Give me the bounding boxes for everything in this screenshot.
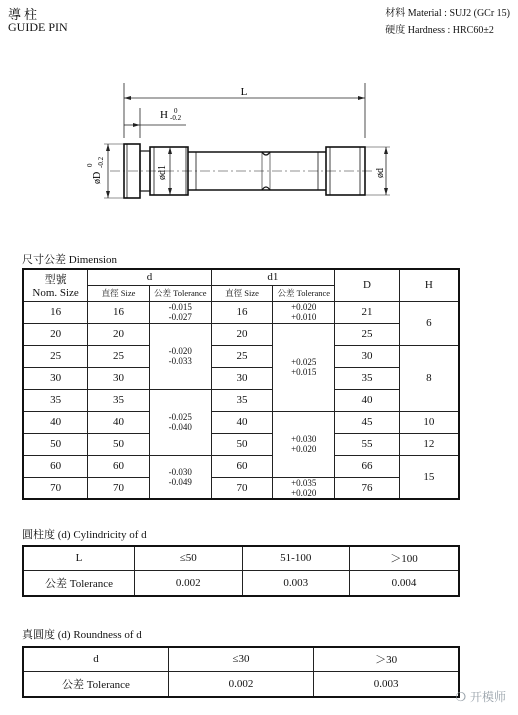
nom-cell: 25 [23,345,88,367]
d-diameter-label: ød [375,168,386,178]
d-tol-cell: -0.015 -0.027 [149,301,211,323]
H-cell: 10 [399,411,459,433]
d1-tol-cell: +0.020 +0.010 [273,301,335,323]
nom-cell: 30 [23,367,88,389]
nom-cell: 40 [23,411,88,433]
head-diameter-tol-upper: 0 [86,163,94,167]
nom-cell: 50 [23,433,88,455]
material-info: 材料 Material : SUJ2 (GCr 15) 硬度 Hardness : HRC60±2 [385,8,510,36]
D-cell: 35 [335,367,400,389]
cylindricity-row-label: 公差 Tolerance [23,570,135,596]
d-size-cell: 20 [88,323,150,345]
nom-cell: 20 [23,323,88,345]
D-cell: 76 [335,477,400,499]
head-height-tol-lower: -0.2 [170,114,182,122]
table-row [23,301,459,323]
title-english: GUIDE PIN [8,20,68,34]
dimension-table [22,268,460,500]
d-size-cell: 60 [88,455,150,477]
roundness-table [22,646,460,698]
cylindricity-header: ＞100 [350,546,460,570]
hardness-label: 硬度 Hardness [385,25,445,36]
d-size-cell: 70 [88,477,150,499]
material-value: SUJ2 (GCr 15) [449,8,510,19]
nom-cell: 60 [23,455,88,477]
d1-diameter-label: ød1 [157,165,168,180]
roundness-header-label: d [23,647,168,671]
title-chinese: 導柱 [8,7,41,22]
head-diameter-tol-lower: -0.2 [97,156,105,168]
guide-pin-drawing [0,80,518,245]
d-size-cell: 16 [88,301,150,323]
cylindricity-title: 圓柱度 (d) Cylindricity of d [22,529,147,541]
watermark-text: 开模师 [469,690,506,704]
nom-cell: 35 [23,389,88,411]
d1-size-cell: 70 [211,477,273,499]
roundness-header: ≤30 [168,647,313,671]
d-tol-cell: -0.030 -0.049 [149,455,211,499]
d-size-cell: 35 [88,389,150,411]
d1-tol-cell: +0.030 +0.020 [273,411,335,477]
d-tol-cell: -0.025 -0.040 [149,389,211,455]
D-cell: 66 [335,455,400,477]
d-size-cell: 25 [88,345,150,367]
table-row [23,389,459,411]
header-d1: d1 [211,269,334,285]
d1-size-cell: 16 [211,301,273,323]
header-H: H [399,269,459,301]
table-row [23,455,459,477]
header-model: 型號 Nom. Size [23,269,88,301]
d-tol-cell: -0.020 -0.033 [149,323,211,389]
table-row [23,345,459,367]
length-label: L [240,86,248,98]
table-row [23,477,459,499]
H-cell: 12 [399,433,459,455]
D-cell: 25 [335,323,400,345]
cylindricity-header: ≤50 [135,546,242,570]
H-cell: 6 [399,301,459,345]
header-d-tolerance: 公差 Tolerance [149,285,211,301]
table-row [23,411,459,433]
head-diameter-label: øD [92,171,103,184]
roundness-value: 0.003 [314,671,459,697]
header-d1-tolerance: 公差 Tolerance [273,285,335,301]
d1-size-cell: 30 [211,367,273,389]
header-d1-size: 直徑 Size [211,285,273,301]
cylindricity-header-label: L [23,546,135,570]
header-d: d [88,269,211,285]
d-size-cell: 40 [88,411,150,433]
D-cell: 21 [335,301,400,323]
chat-bubble-icon: ❍ [455,690,467,704]
cylindricity-value: 0.004 [350,570,460,596]
roundness-row-label: 公差 Tolerance [23,671,168,697]
d1-tol-cell: +0.025 +0.015 [273,323,335,411]
cylindricity-value: 0.002 [135,570,242,596]
table-row [23,433,459,455]
hardness-value: HRC60±2 [452,25,494,36]
D-cell: 40 [335,389,400,411]
header-D: D [335,269,400,301]
d1-size-cell: 60 [211,455,273,477]
dimension-title: 尺寸公差 Dimension [22,254,118,266]
roundness-title: 真圓度 (d) Roundness of d [22,629,142,641]
nom-cell: 70 [23,477,88,499]
D-cell: 55 [335,433,400,455]
cylindricity-table [22,545,460,597]
d1-size-cell: 40 [211,411,273,433]
cylindricity-value: 0.003 [242,570,349,596]
D-cell: 30 [335,345,400,367]
cylindricity-header: 51-100 [242,546,349,570]
roundness-header: ＞30 [314,647,459,671]
d1-size-cell: 20 [211,323,273,345]
head-height-label: H [160,109,168,121]
d1-size-cell: 25 [211,345,273,367]
d1-tol-cell: +0.035 +0.020 [273,477,335,499]
head-height-tol-upper: 0 [174,107,178,115]
d-size-cell: 30 [88,367,150,389]
D-cell: 45 [335,411,400,433]
table-row [23,323,459,345]
material-label: 材料 Material [385,8,442,19]
nom-cell: 16 [23,301,88,323]
roundness-value: 0.002 [168,671,313,697]
d-size-cell: 50 [88,433,150,455]
H-cell: 15 [399,455,459,499]
d1-size-cell: 50 [211,433,273,455]
header-d-size: 直徑 Size [88,285,150,301]
d1-size-cell: 35 [211,389,273,411]
watermark [455,688,506,705]
H-cell: 8 [399,345,459,411]
table-row [23,367,459,389]
